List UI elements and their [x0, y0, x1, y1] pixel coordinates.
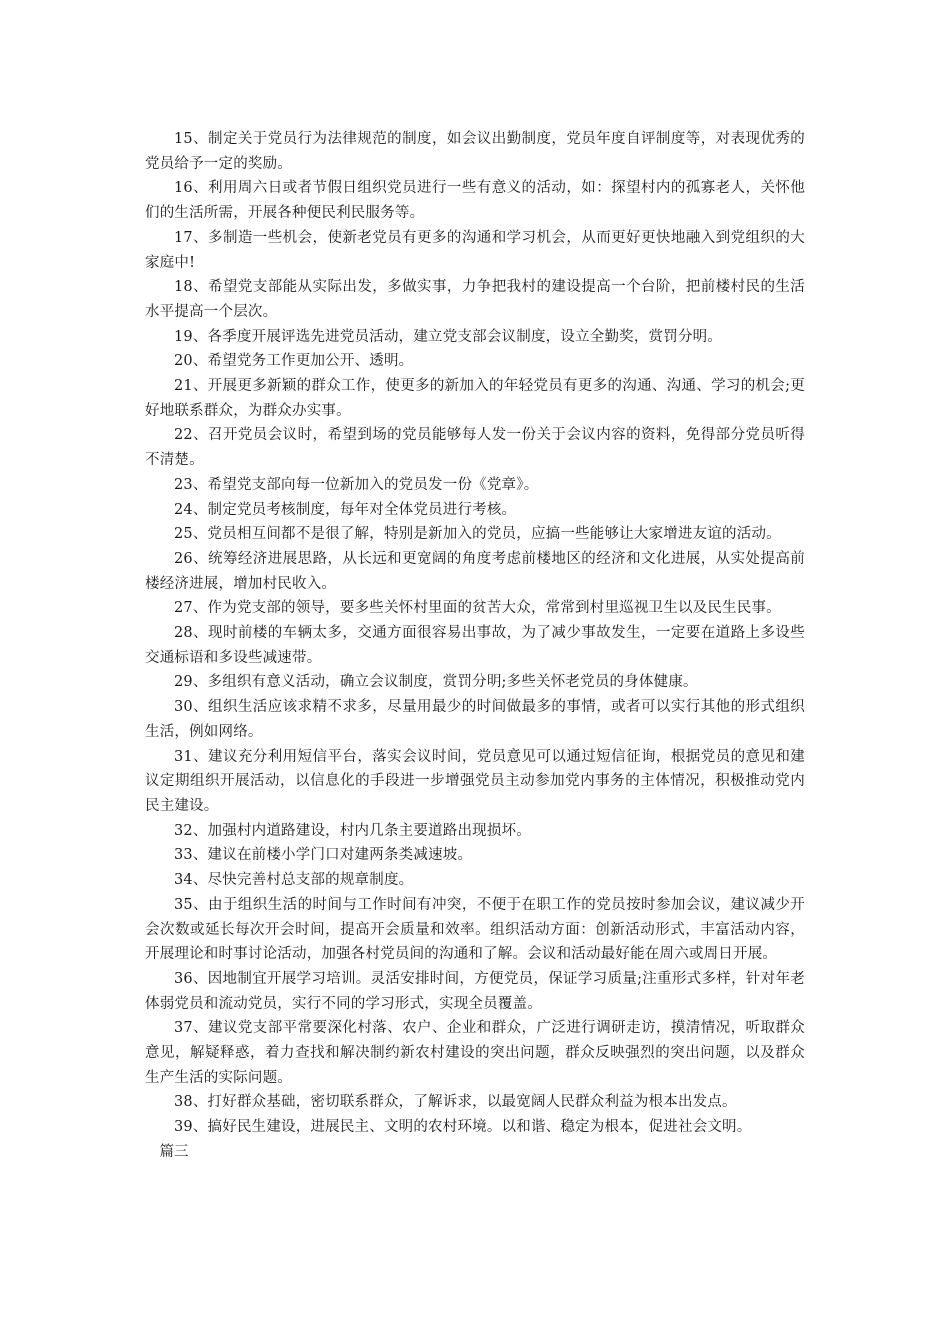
paragraph-item-38: 38、打好群众基础，密切联系群众，了解诉求，以最宽阔人民群众利益为根本出发点。: [174, 1094, 737, 1111]
paragraph-item-23: 23、希望党支部向每一位新加入的党员发一份《党章》。: [174, 476, 539, 493]
document-page: [145, 127, 805, 1165]
paragraph-item-30: 30、组织生活应该求精不求多，尽量用最少的时间做最多的事情，或者可以实行其他的形式组织生活，例如网络。: [145, 699, 805, 740]
paragraph-item-16: 16、利用周六日或者节假日组织党员进行一些有意义的活动，如：探望村内的孤寡老人，关怀他们的生活所需，开展各种便民利民服务等。: [145, 180, 805, 222]
paragraph-item-15: 15、制定关于党员行为法律规范的制度，如会议出勤制度，党员年度自评制度等，对表现优秀的党员给予一定的奖励。: [145, 131, 805, 172]
paragraph-item-17: 17、多制造一些机会，使新老党员有更多的沟通和学习机会，从而更好更快地融入到党组织的大家庭中!: [145, 229, 805, 271]
paragraph-item-29: 29、多组织有意义活动，确立会议制度，赏罚分明;多些关怀老党员的身体健康。: [174, 674, 698, 691]
paragraph-item-37: 37、建议党支部平常要深化村落、农户、企业和群众，广泛进行调研走访，摸清情况，听取群众意见，解疑释惑，着力查找和解决制约新农村建设的突出问题，群众反映强烈的突出问题，以及群众生产生活的实际问题。: [145, 1020, 805, 1086]
paragraph-item-27: 27、作为党支部的领导，要多些关怀村里面的贫苦大众，常常到村里巡视卫生以及民生民事。: [174, 600, 781, 617]
paragraph-item-32: 32、加强村内道路建设，村内几条主要道路出现损坏。: [174, 822, 531, 839]
paragraph-item-21: 21、开展更多新颖的群众工作，使更多的新加入的年轻党员有更多的沟通、沟通、学习的机会;更好地联系群众，为群众办实事。: [145, 378, 805, 419]
paragraph-item-35: 35、由于组织生活的时间与工作时间有冲突，不便于在职工作的党员按时参加会议，建议减少开会次数或延长每次开会时间，提高开会质量和效率。组织活动方面：创新活动形式，丰富活动内容，开展理论和时事讨论活动，加强各村党员间的沟通和了解。会议和活动最好能在周六或周日开展。: [145, 896, 805, 963]
paragraph-item-36: 36、因地制宜开展学习培训。灵活安排时间，方便党员，保证学习质量;注重形式多样，针对年老体弱党员和流动党员，实行不同的学习形式，实现全员覆盖。: [145, 970, 805, 1012]
paragraph-item-18: 18、希望党支部能从实际出发，多做实事，力争把我村的建设提高一个台阶，把前楼村民的生活水平提高一个层次。: [145, 279, 805, 320]
paragraph-item-24: 24、制定党员考核制度，每年对全体党员进行考核。: [174, 501, 517, 518]
paragraph-item-22: 22、召开党员会议时，希望到场的党员能够每人发一份关于会议内容的资料，免得部分党员听得不清楚。: [145, 427, 805, 469]
paragraph-item-34: 34、尽快完善村总支部的规章制度。: [174, 872, 414, 889]
paragraph-item-25: 25、党员相互间都不是很了解，特别是新加入的党员，应搞一些能够让大家增进友谊的活动。: [174, 526, 781, 543]
paragraph-item-19: 19、各季度开展评选先进党员活动，建立党支部会议制度，设立全勤奖，赏罚分明。: [174, 328, 723, 345]
paragraph-item-33: 33、建议在前楼小学门口对建两条类减速坡。: [174, 847, 473, 864]
paragraph-item-39: 39、搞好民生建设，进展民主、文明的农村环境。以和谐、稳定为根本，促进社会文明。: [174, 1119, 752, 1136]
paragraph-item-31: 31、建议充分利用短信平台，落实会议时间，党员意见可以通过短信征询，根据党员的意见和建议定期组织开展活动，以信息化的手段进一步增强党员主动参加党内事务的主体情况，积极推动党内民主建设。: [145, 748, 805, 814]
section-heading: 篇三: [159, 1143, 189, 1160]
paragraph-item-28: 28、现时前楼的车辆太多，交通方面很容易出事故，为了减少事故发生，一定要在道路上多设些交通标语和多设些减速带。: [145, 625, 805, 666]
paragraph-item-20: 20、希望党务工作更加公开、透明。: [174, 353, 414, 370]
paragraph-item-26: 26、统筹经济进展思路，从长远和更宽阔的角度考虑前楼地区的经济和文化进展，从实处提高前楼经济进展，增加村民收入。: [145, 550, 805, 592]
